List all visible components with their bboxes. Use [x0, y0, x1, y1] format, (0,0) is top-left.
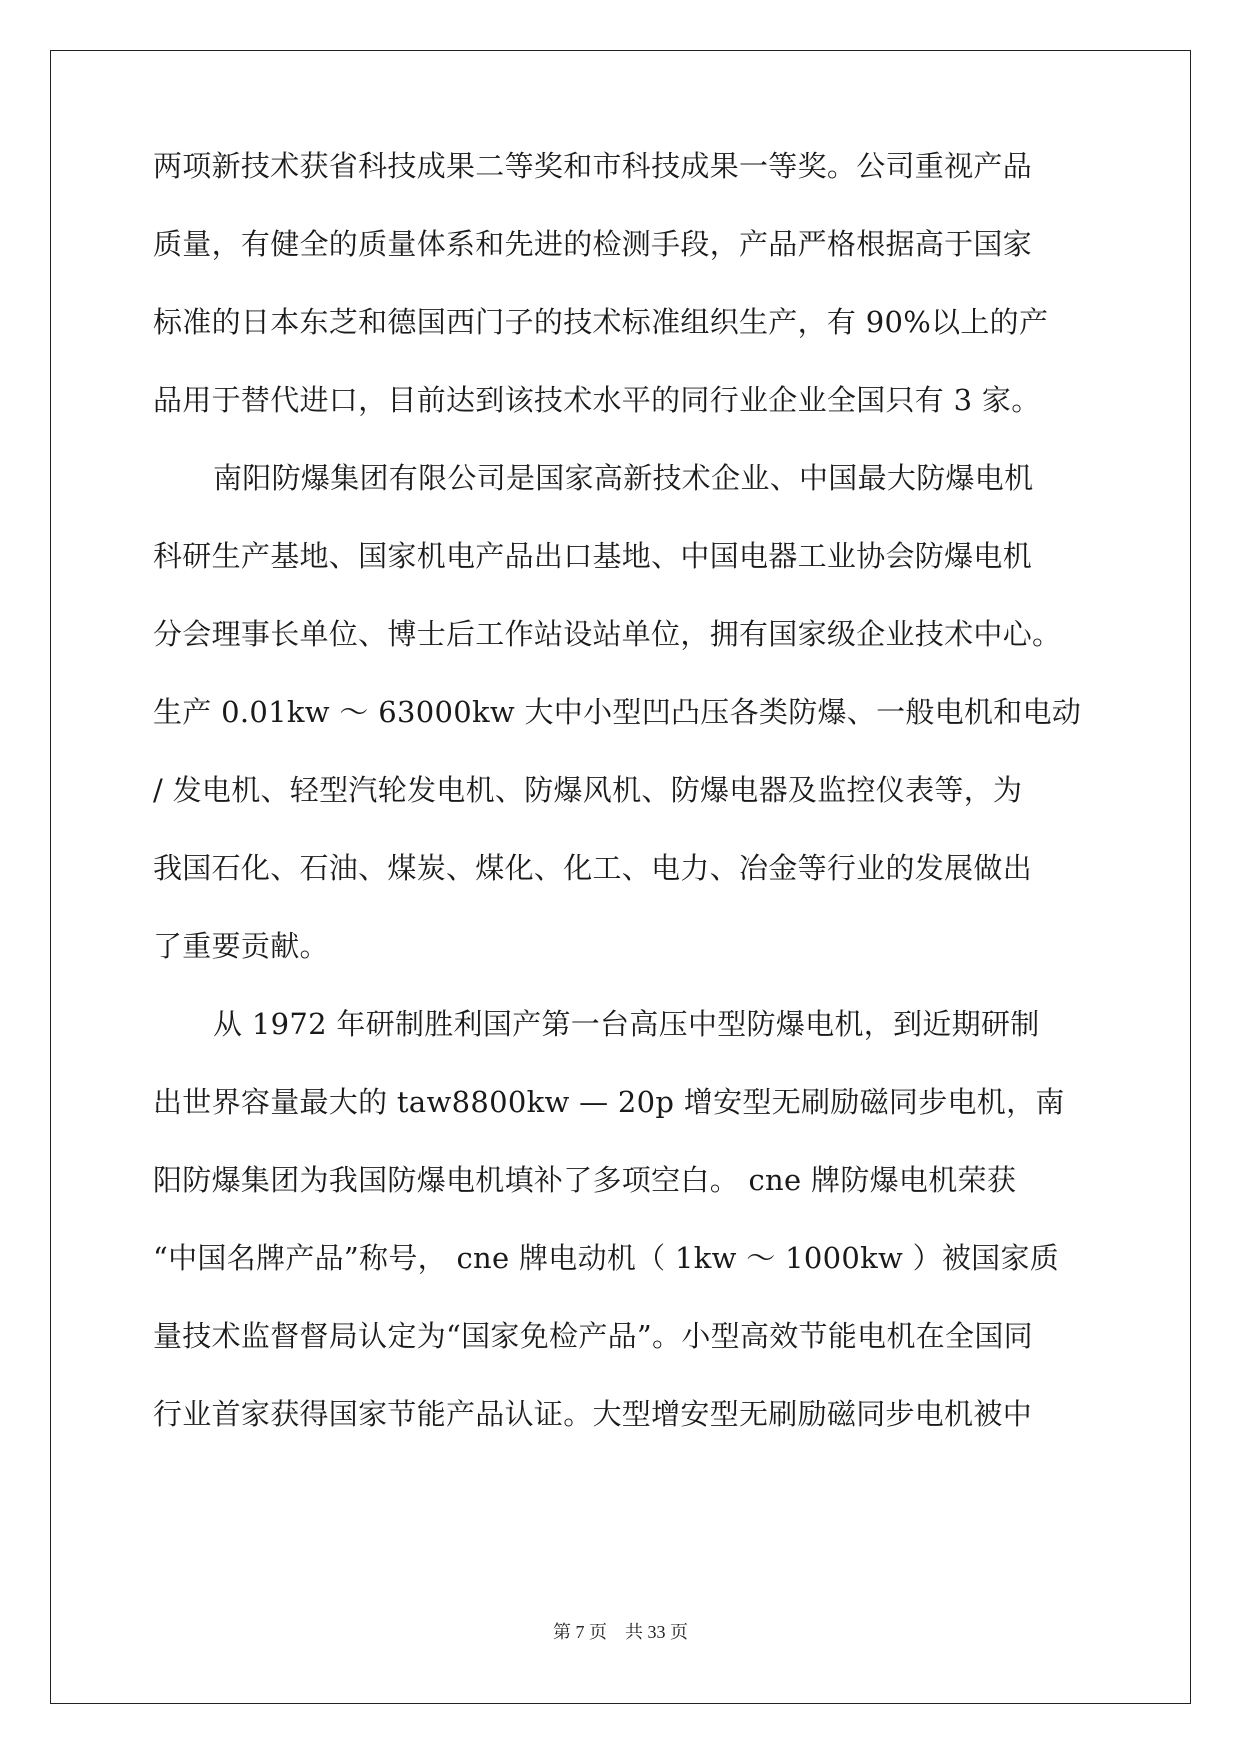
text-line: 南阳防爆集团有限公司是国家高新技术企业、中国最大防爆电机 — [213, 461, 1034, 495]
text-line: 科研生产基地、国家机电产品出口基地、中国电器工业协会防爆电机 — [153, 539, 1033, 573]
page-total: 共 33 页 — [625, 1622, 688, 1642]
text-line: 从 1972 年研制胜利国产第一台高压中型防爆电机，到近期研制 — [213, 1007, 1040, 1041]
text-line: 出世界容量最大的 taw8800kw — 20p 增安型无刷励磁同步电机，南 — [153, 1085, 1065, 1119]
page-number: 第 7 页 — [553, 1622, 607, 1642]
text-line: / 发电机、轻型汽轮发电机、防爆风机、防爆电器及监控仪表等，为 — [153, 773, 1023, 807]
text-line: 我国石化、石油、煤炭、煤化、化工、电力、冶金等行业的发展做出 — [153, 851, 1033, 885]
text-line: 标准的日本东芝和德国西门子的技术标准组织生产，有 90%以上的产 — [153, 305, 1049, 339]
text-line: 生产 0.01kw ～ 63000kw 大中小型凹凸压各类防爆、一般电机和电动 — [153, 695, 1082, 729]
text-line: 两项新技术获省科技成果二等奖和市科技成果一等奖。公司重视产品 — [153, 149, 1033, 183]
text-line: 了重要贡献。 — [153, 929, 329, 963]
text-line: “中国名牌产品”称号， cne 牌电动机（ 1kw ～ 1000kw ）被国家质 — [153, 1241, 1060, 1275]
text-line: 品用于替代进口，目前达到该技术水平的同行业企业全国只有 3 家。 — [153, 383, 1041, 417]
text-line: 量技术监督督局认定为“国家免检产品”。小型高效节能电机在全国同 — [153, 1319, 1033, 1353]
text-line: 质量，有健全的质量体系和先进的检测手段，产品严格根据高于国家 — [153, 227, 1033, 261]
text-line: 阳防爆集团为我国防爆电机填补了多项空白。 cne 牌防爆电机荣获 — [153, 1163, 1017, 1197]
text-line: 分会理事长单位、博士后工作站设站单位，拥有国家级企业技术中心。 — [153, 617, 1062, 651]
text-line: 行业首家获得国家节能产品认证。大型增安型无刷励磁同步电机被中 — [153, 1397, 1033, 1431]
page-footer — [0, 1618, 1241, 1644]
